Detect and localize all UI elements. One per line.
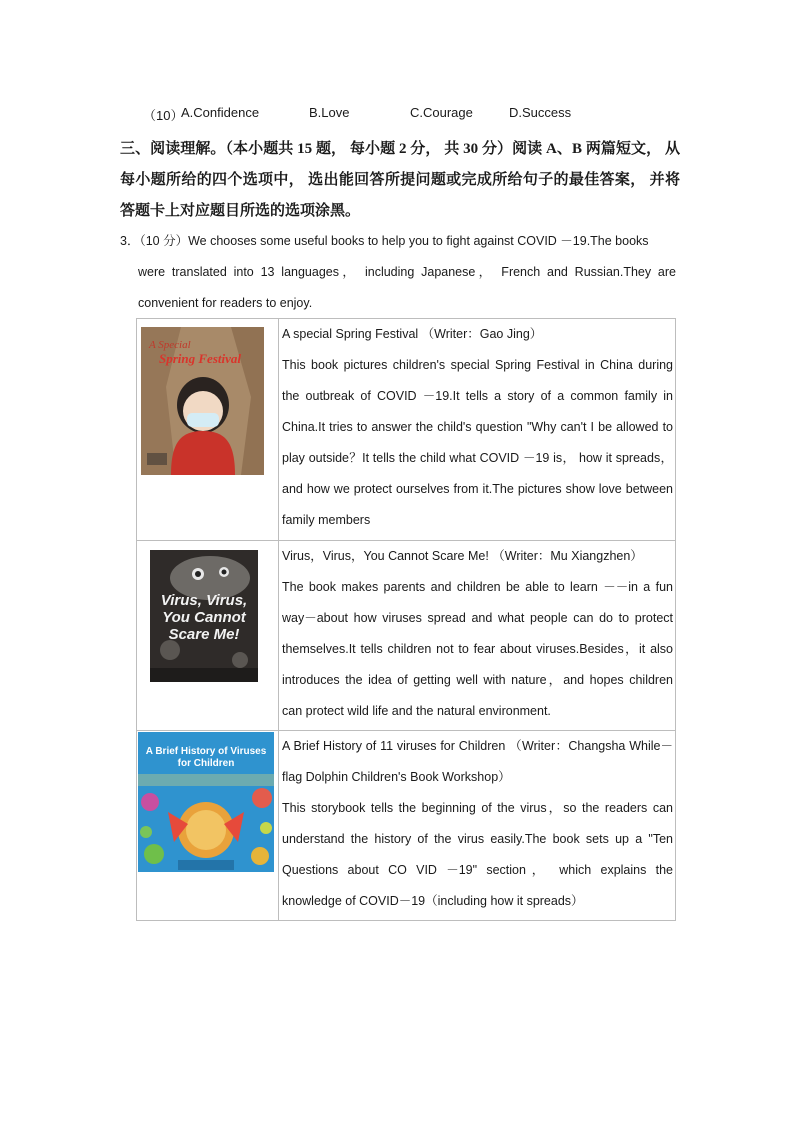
book-cover-cell: [137, 541, 279, 731]
book-heading: A special Spring Festival （Writer：Gao Jing）: [282, 327, 543, 341]
book-heading: A Brief History of 11 viruses for Children （Writer：Changsha While－flag Dolphin Children's Book Workshop）: [282, 739, 673, 784]
option-d: D.Success: [509, 105, 572, 120]
option-c: C.Courage: [410, 105, 473, 120]
passage-line-1: We chooses some useful books to help you to fight against COVID －19.The books: [188, 234, 649, 248]
book-description-cell: [279, 319, 676, 541]
question-10-options: [0, 105, 794, 125]
passage-number: 3．（10 分）: [120, 234, 189, 248]
option-a: A.Confidence: [181, 105, 260, 120]
spring-festival-cover-image: [141, 327, 264, 475]
book-heading: Virus，Virus，You Cannot Scare Me! （Writer：Mu Xiangzhen）: [282, 549, 643, 563]
cover-title: Virus, Virus, You Cannot Scare Me!: [160, 592, 248, 643]
books-table: [136, 318, 676, 921]
cover-title: A Brief History of Viruses for Children: [145, 746, 267, 769]
book-description-cell: [279, 541, 676, 731]
brief-history-cover-image: [138, 732, 274, 872]
cover-title-small: A Special: [149, 339, 191, 351]
table-row: [137, 319, 676, 541]
virus-scare-me-cover-image: [150, 550, 258, 682]
section-heading: 三、阅读理解。（本小题共 15 题， 每小题 2 分， 共 30 分）阅读 A、B 两篇短文， 从每小题所给的四个选项中， 选出能回答所提问题或完成所给句子的最佳答案， 并将答题卡上对应题目所选的选项涂黑。: [120, 141, 680, 219]
book-cover-cell: [137, 319, 279, 541]
table-row: [137, 731, 676, 921]
book-body: The book makes parents and children be able to learn －－in a fun way－about how viruses spread and what people can do to protect themselves.It tells children not to fear about viruses.Besides，it also introduces the idea of getting well with nature，and hopes children can protect wild life and the natural environment.: [282, 580, 673, 718]
book-body: This storybook tells the beginning of the virus，so the readers can understand the history of the virus easily.The book sets up a "Ten Questions about CO VID －19" section， which explains the knowledge of COVID－19（including how it spreads）: [282, 801, 673, 908]
option-b: B.Love: [309, 105, 350, 120]
table-row: [137, 541, 676, 731]
question-10-number: （10）: [143, 108, 184, 123]
book-cover-cell: [137, 731, 279, 921]
book-body: This book pictures children's special Spring Festival in China during the outbreak of COVID －19.It tells a story of a common family in China.It tries to answer the child's question "Why can't I be allowed to play outside？It tells the child what COVID －19 is， how it spreads， and how we protect ourselves from it.The pictures show love between family members: [282, 358, 673, 527]
book-description-cell: [279, 731, 676, 921]
passage-rest: were translated into 13 languages， including Japanese， French and Russian.They are convenient for readers to enjoy.: [138, 265, 676, 310]
passage-intro: [120, 226, 676, 319]
cover-title-big: Spring Festival: [159, 351, 241, 366]
